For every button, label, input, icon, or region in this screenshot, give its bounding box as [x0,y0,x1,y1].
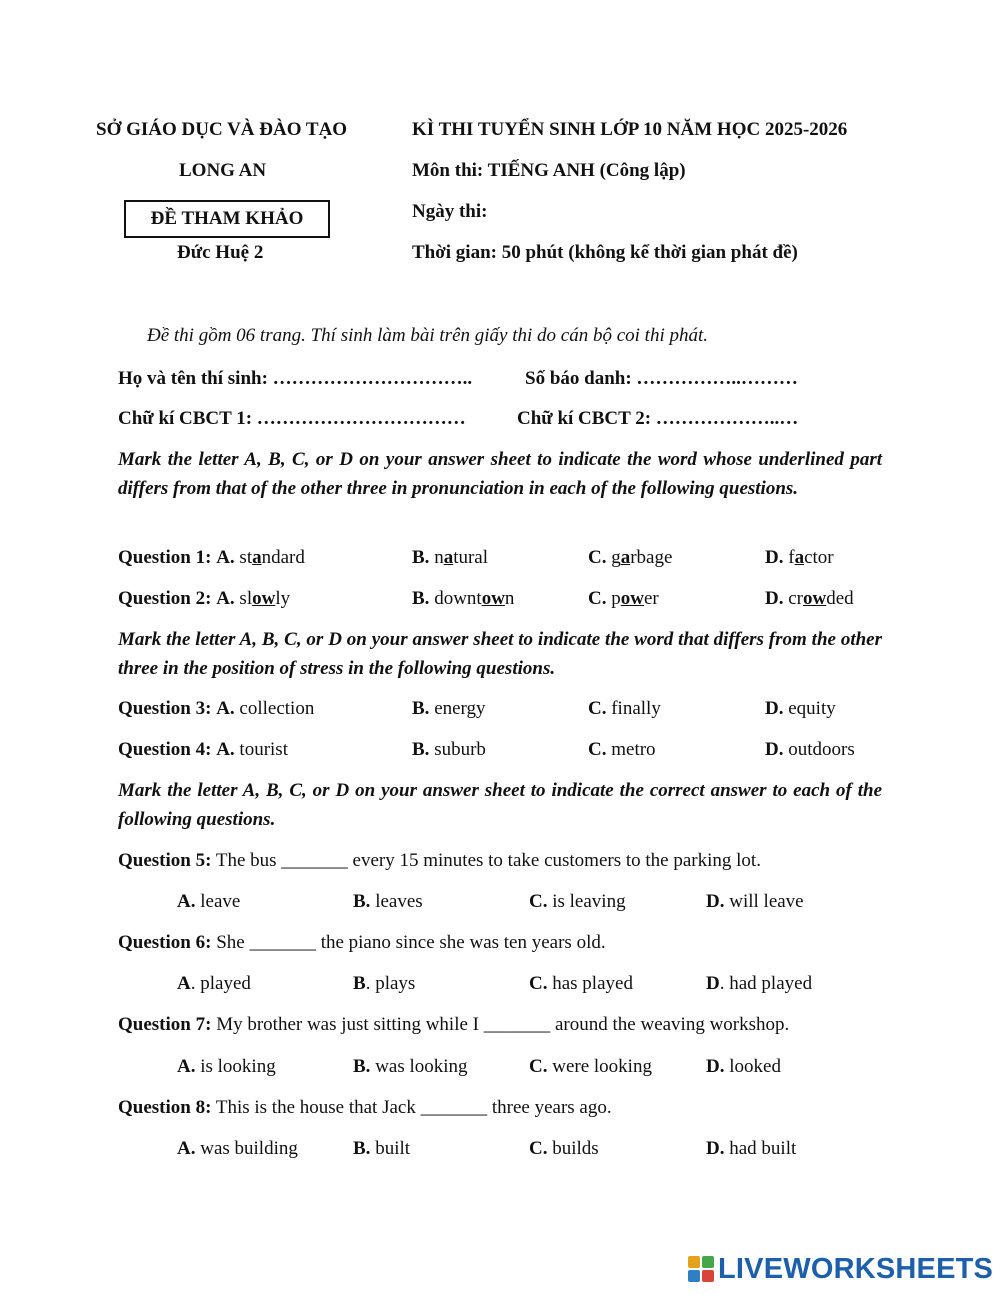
q1-option-d: D. factor [765,547,834,568]
instruction-pronunciation: Mark the letter A, B, C, or D on your answer sheet to indicate the word whose underlined part differs from that of the other three in pronunciation in each of the following questions. [118,449,882,499]
q8-option-b: B. built [353,1138,411,1159]
question-8: Question 8: This is the house that Jack _______ three years ago. [118,1097,612,1118]
q2-option-d: D. crowded [765,588,854,609]
q8-option-c: C. builds [529,1138,599,1159]
option-letter: A. [216,547,235,568]
instruction-stress: Mark the letter A, B, C, or D on your answer sheet to indicate the word that differs from the other three in the position of stress in the following questions. [118,629,882,679]
logo-square-2 [702,1256,714,1268]
q6-option-c: C. has played [529,973,633,994]
question-1 [118,547,305,569]
q3-option-d: D. equity [765,698,836,719]
question-label: Question 1: [118,547,212,568]
q6-option-b: B. plays [353,973,416,994]
logo-text: LIVEWORKSHEETS [718,1252,994,1285]
q1-option-c: C. garbage [588,547,673,568]
candidate-name-field: Họ và tên thí sinh: ………………………….. [118,368,473,389]
q5-option-c: C. is leaving [529,891,626,912]
exam-duration: Thời gian: 50 phút (không kể thời gian phát đề) [412,242,798,263]
option-a-text: slowly [239,588,291,609]
candidate-id-field: Số báo danh: ……………..……… [525,368,798,389]
option-a-text: standard [239,547,305,568]
question-2: Question 2: A. slowly [118,588,291,609]
q1-option-b: B. natural [412,547,489,568]
q4-option-d: D. outdoors [765,739,855,760]
question-4: Question 4: A. tourist [118,739,288,760]
q5-option-b: B. leaves [353,891,423,912]
supervisor-signature-2: Chữ kí CBCT 2: ………………..… [517,408,799,429]
instruction-grammar: Mark the letter A, B, C, or D on your answer sheet to indicate the correct answer to each of the following questions. [118,780,882,830]
question-6: Question 6: She _______ the piano since she was ten years old. [118,932,606,953]
q7-option-d: D. looked [706,1056,781,1077]
q8-option-a: A. was building [177,1138,298,1159]
liveworksheets-logo[interactable] [688,1252,993,1286]
reference-exam-box: ĐỀ THAM KHẢO [124,200,330,238]
exam-date: Ngày thi: [412,201,488,222]
q8-option-d: D. had built [706,1138,797,1159]
question-5: Question 5: The bus _______ every 15 minutes to take customers to the parking lot. [118,850,761,871]
department-name: SỞ GIÁO DỤC VÀ ĐÀO TẠO [96,119,348,140]
q7-option-b: B. was looking [353,1056,468,1077]
q5-option-a: A. leave [177,891,241,912]
logo-square-3 [688,1270,700,1282]
exam-note: Đề thi gồm 06 trang. Thí sinh làm bài trên giấy thi do cán bộ coi thi phát. [147,325,709,346]
q5-option-d: D. will leave [706,891,804,912]
q2-option-b: B. downtown [412,588,515,609]
q3-option-c: C. finally [588,698,661,719]
q3-option-b: B. energy [412,698,486,719]
question-3: Question 3: A. collection [118,698,315,719]
q7-option-a: A. is looking [177,1056,276,1077]
q7-option-c: C. were looking [529,1056,652,1077]
author-school: Đức Huệ 2 [177,242,264,263]
q2-option-c: C. power [588,588,659,609]
exam-subject: Môn thi: TIẾNG ANH (Công lập) [412,160,686,181]
supervisor-signature-1: Chữ kí CBCT 1: …………………………… [118,408,466,429]
q6-option-a: A. played [177,973,251,994]
question-7: Question 7: My brother was just sitting while I _______ around the weaving workshop. [118,1014,790,1035]
q4-option-c: C. metro [588,739,656,760]
province-name: LONG AN [179,160,267,181]
logo-square-1 [688,1256,700,1268]
q4-option-b: B. suburb [412,739,486,760]
q6-option-d: D. had played [706,973,813,994]
liveworksheets-logo-icon [688,1256,714,1282]
logo-square-4 [702,1270,714,1282]
exam-title: KÌ THI TUYỂN SINH LỚP 10 NĂM HỌC 2025-2026 [412,119,848,140]
